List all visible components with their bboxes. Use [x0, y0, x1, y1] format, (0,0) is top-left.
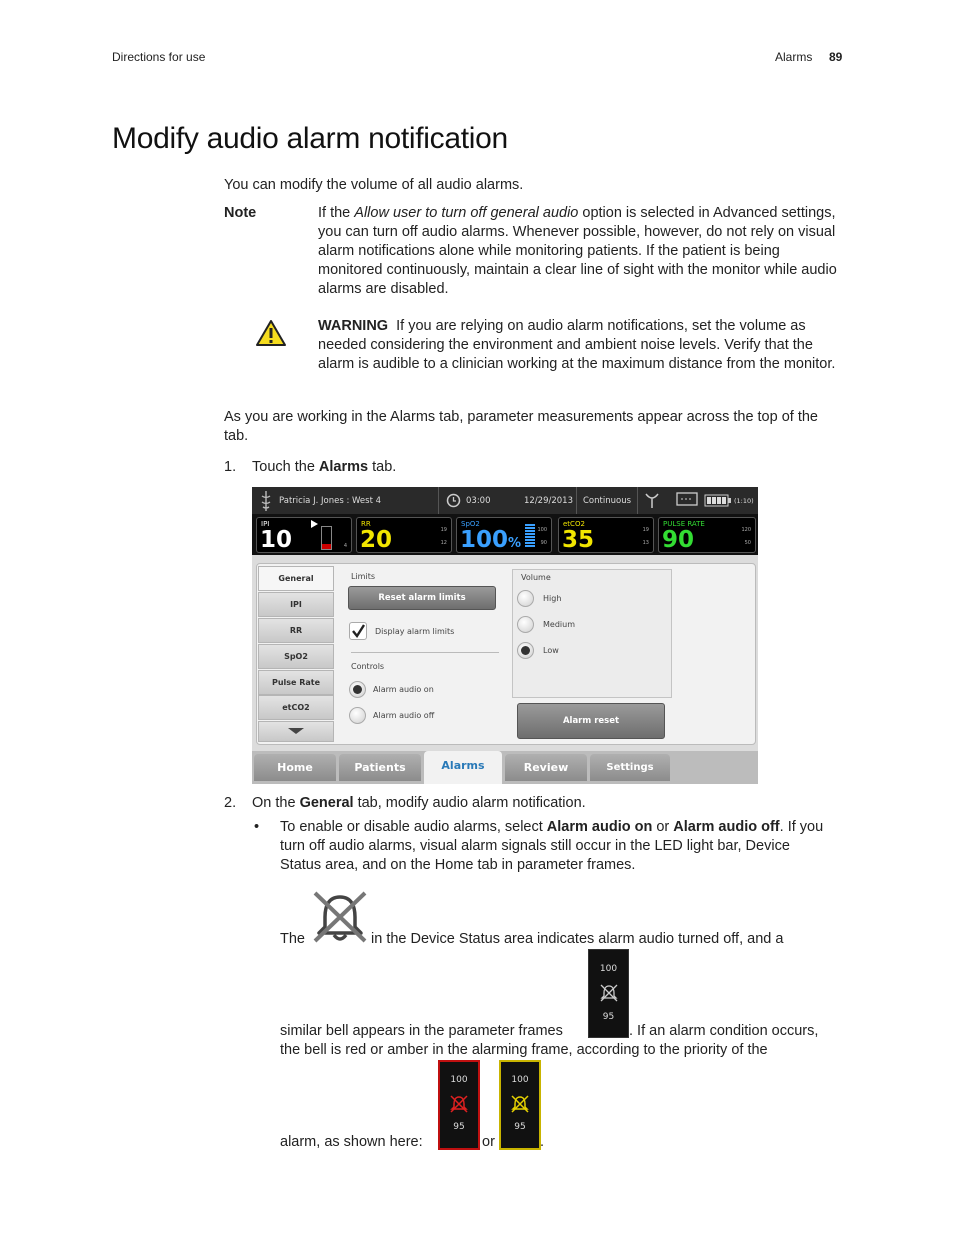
volume-medium-label: Medium: [543, 620, 575, 629]
chevron-down-icon: [286, 726, 306, 736]
bottom-nav: [252, 751, 758, 784]
intro-text: You can modify the volume of all audio alarms.: [224, 177, 524, 193]
or-text: or: [482, 1134, 495, 1150]
spo2-value: 100: [460, 527, 509, 553]
antenna-icon: [644, 492, 660, 509]
bell-off-icon: [311, 889, 369, 945]
alarm-audio-on-label: Alarm audio on: [373, 685, 434, 694]
step-2-text: On the General tab, modify audio alarm notification.: [252, 795, 586, 811]
spo2-limit-high: 100: [537, 527, 547, 533]
alarm-audio-off-label: Alarm audio off: [373, 711, 435, 720]
controls-label: Controls: [351, 662, 385, 671]
spo2-limit-low: 90: [540, 540, 547, 546]
bullet-dot: •: [254, 819, 260, 835]
reset-alarm-limits-button[interactable]: Reset alarm limits: [348, 586, 496, 610]
pulse-rate-limit-high: 120: [741, 527, 751, 533]
tab-settings[interactable]: Settings: [590, 754, 670, 781]
volume-label: Volume: [521, 573, 551, 582]
volume-high-label: High: [543, 594, 562, 603]
step-1-number: 1.: [224, 459, 237, 475]
parameter-frames: [252, 514, 758, 555]
ipi-limit-low: 4: [343, 543, 347, 549]
frame-lower-limit: 95: [514, 1122, 526, 1132]
monitor-screenshot: [252, 487, 758, 784]
parameter-frame-red: [438, 1060, 480, 1150]
frame-upper-limit: 100: [511, 1075, 529, 1085]
alarm-audio-on-radio[interactable]: [349, 681, 366, 698]
tab-rr[interactable]: RR: [258, 618, 334, 643]
tab-etco2[interactable]: etCO2: [258, 695, 334, 720]
parameter-frame-normal: [588, 949, 629, 1038]
display-limits-checkbox[interactable]: [349, 622, 367, 640]
ipi-frame[interactable]: [256, 517, 352, 553]
tab-spo2[interactable]: SpO2: [258, 644, 334, 669]
similar-line-start: similar bell appears in the parameter frames: [280, 1023, 563, 1039]
bell-color-text: the bell is red or amber in the alarming frame, according to the priority of the: [280, 1042, 768, 1058]
tab-ipi[interactable]: IPI: [258, 592, 334, 617]
rr-frame[interactable]: [356, 517, 452, 553]
rr-label: RR: [361, 520, 371, 528]
warning-icon: [255, 319, 287, 347]
frame-lower-limit: 95: [453, 1122, 465, 1132]
note-text: If the Allow user to turn off general audio option is selected in Advanced settings, you can turn off audio alarms. Whenever possible, however, do not rely on visual alarm notifications alone while monitoring patients. If the patient is being monitored continuously, maintain a clear line of sight with the monitor while audio alarms are disabled.: [318, 205, 837, 297]
spo2-label: SpO2: [461, 520, 480, 528]
battery-icon: [704, 494, 732, 507]
bell-off-icon: [599, 983, 619, 1003]
parameter-frame-amber: [499, 1060, 541, 1150]
bullet-text: To enable or disable audio alarms, select Alarm audio on or Alarm audio off. If you turn off audio alarms, visual alarm signals still occur in the LED light bar, Device Status area, and on the Home tab in parameter frames.: [280, 819, 824, 873]
note-label: Note: [224, 205, 257, 221]
etco2-frame[interactable]: [558, 517, 654, 553]
spo2-bar-gauge: [525, 524, 535, 550]
ipi-gauge: [321, 526, 332, 550]
etco2-label: etCO2: [563, 520, 585, 528]
tab-home[interactable]: Home: [254, 754, 336, 781]
bell-off-red-icon: [449, 1094, 469, 1114]
spo2-unit: %: [508, 536, 522, 551]
ipi-value: 10: [260, 527, 293, 553]
step-2-number: 2.: [224, 795, 237, 811]
warning-text: WARNING If you are relying on audio alarm notifications, set the volume as needed considering the environment and ambient noise levels. Verify that the alarm is audible to a clinician working at the maximum distance from the monitor.: [318, 318, 836, 372]
etco2-value: 35: [562, 527, 595, 553]
clock-icon: [446, 493, 461, 508]
display-limits-label: Display alarm limits: [375, 627, 455, 636]
rr-limit-high: 19: [440, 527, 447, 533]
play-icon: [309, 519, 319, 529]
battery-time: (1:10): [734, 497, 754, 505]
frame-upper-limit: 100: [599, 964, 618, 974]
device-status-area: [252, 487, 758, 514]
spo2-value-wrap: [460, 528, 521, 556]
bell-line-start: The: [280, 931, 305, 947]
ipi-label: IPI: [261, 520, 270, 528]
page-title: Modify audio alarm notification: [112, 122, 508, 155]
tab-patients[interactable]: Patients: [339, 754, 421, 781]
tab-pulse-rate[interactable]: Pulse Rate: [258, 670, 334, 695]
alarms-panel: [256, 563, 756, 745]
similar-line-end: . If an alarm condition occurs,: [629, 1023, 819, 1039]
spo2-frame[interactable]: [456, 517, 552, 553]
divider: [351, 652, 499, 653]
rr-limit-low: 12: [440, 540, 447, 546]
volume-medium-radio[interactable]: [517, 616, 534, 633]
scroll-down-button[interactable]: [258, 721, 334, 742]
alarm-reset-button[interactable]: Alarm reset: [517, 703, 665, 739]
frame-upper-limit: 100: [450, 1075, 468, 1085]
page-number: 89: [829, 50, 843, 64]
alarms-tab-paragraph: As you are working in the Alarms tab, parameter measurements appear across the top of the tab.: [224, 409, 818, 444]
pulse-rate-frame[interactable]: [658, 517, 756, 553]
network-icon: [675, 491, 699, 509]
etco2-limit-high: 19: [642, 527, 649, 533]
monitoring-mode[interactable]: Continuous: [583, 496, 632, 506]
period: .: [540, 1134, 545, 1150]
etco2-limit-low: 13: [642, 540, 649, 546]
step-1-text: Touch the Alarms tab.: [252, 459, 397, 475]
rr-value: 20: [360, 527, 393, 553]
alarm-audio-off-radio[interactable]: [349, 707, 366, 724]
alarm-line-start: alarm, as shown here:: [280, 1134, 423, 1150]
bell-line-end: in the Device Status area indicates alarm audio turned off, and a: [371, 931, 784, 947]
clock-time[interactable]: 03:00: [466, 496, 491, 506]
bell-off-amber-icon: [510, 1094, 530, 1114]
patient-name[interactable]: Patricia J. Jones : West 4: [279, 496, 382, 506]
volume-low-label: Low: [543, 646, 559, 655]
frame-lower-limit: 95: [602, 1012, 615, 1022]
tab-alarms[interactable]: Alarms: [424, 751, 502, 784]
running-header: Directions for use: [112, 50, 206, 64]
volume-low-radio[interactable]: [517, 642, 534, 659]
limits-label: Limits: [351, 572, 375, 581]
checkmark-icon: [350, 623, 366, 639]
volume-group: [512, 569, 672, 698]
volume-high-radio[interactable]: [517, 590, 534, 607]
tab-review[interactable]: Review: [505, 754, 587, 781]
pulse-rate-label: PULSE RATE: [663, 520, 705, 528]
section-name: Alarms: [775, 50, 813, 64]
pulse-rate-limit-low: 50: [744, 540, 751, 546]
date[interactable]: 12/29/2013: [524, 496, 573, 506]
pulse-rate-value: 90: [662, 527, 695, 553]
tab-general[interactable]: General: [258, 566, 334, 591]
caduceus-icon: [260, 490, 272, 512]
